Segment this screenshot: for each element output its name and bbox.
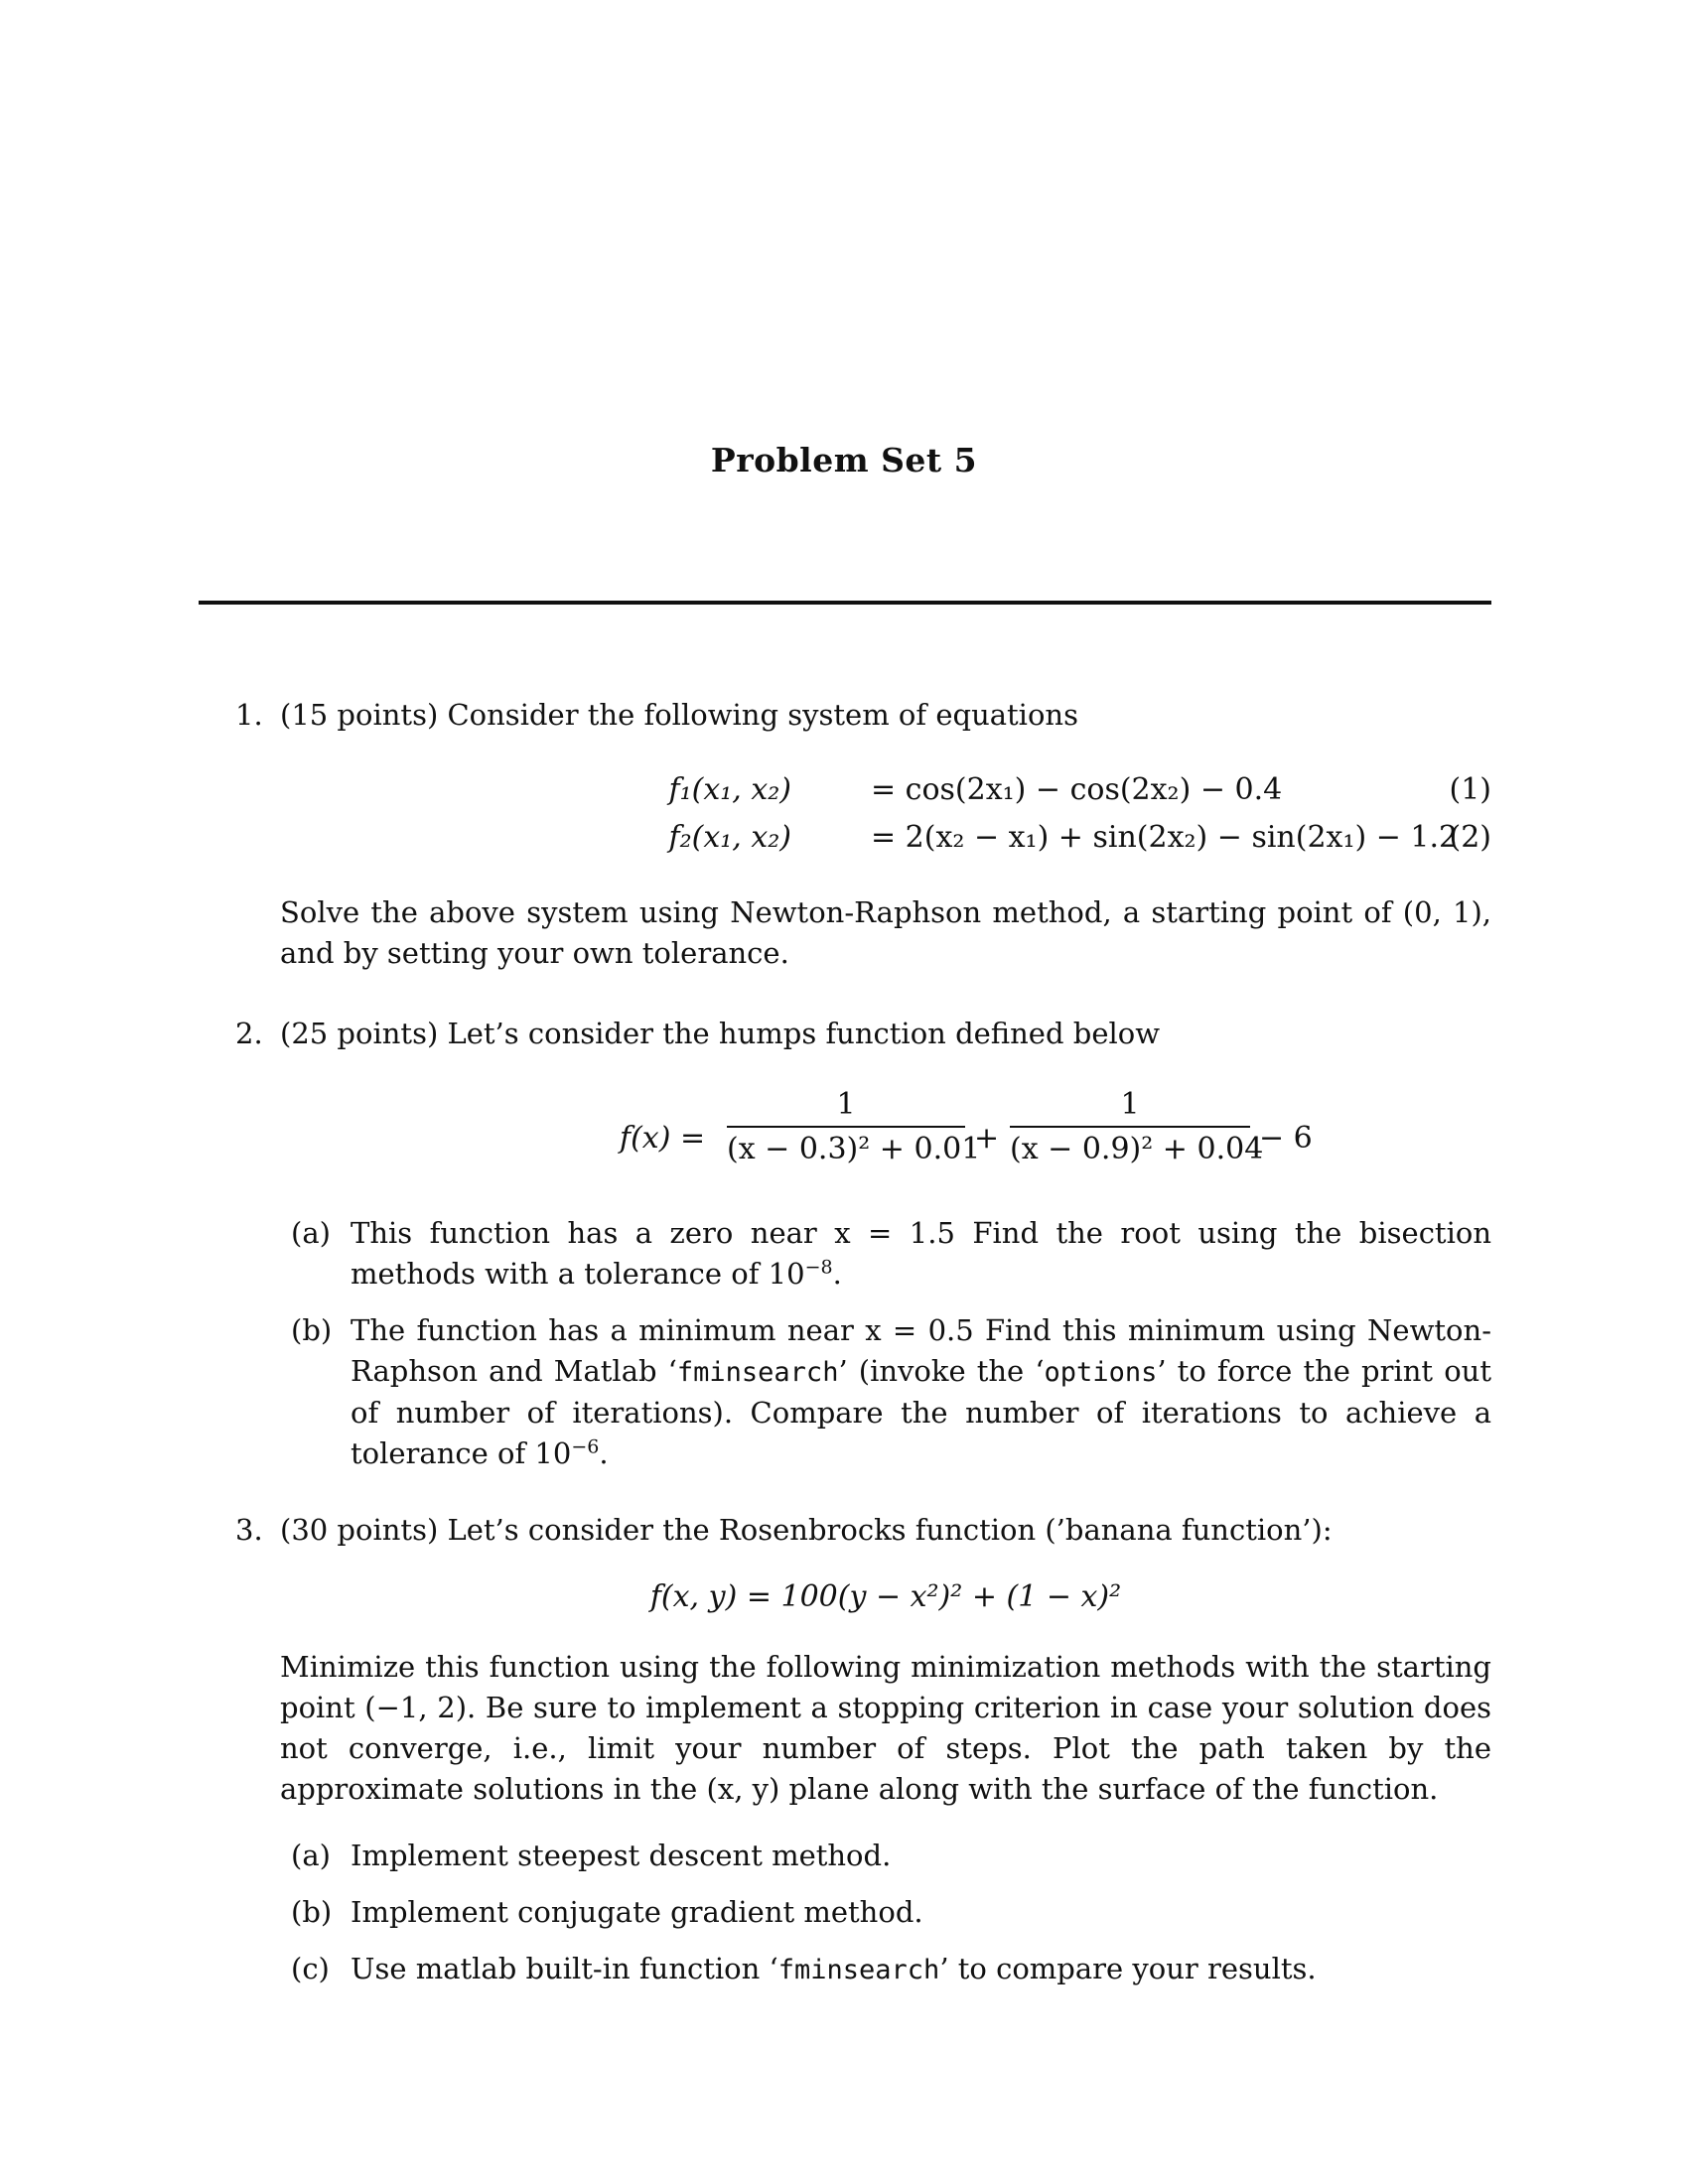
fraction-1 (727, 1084, 981, 1171)
fraction-numerator: 1 (836, 1087, 856, 1122)
problem-lead (280, 1510, 1491, 1551)
code-fminsearch: fminsearch (676, 1357, 839, 1388)
equation-array (280, 763, 1491, 863)
problem-lead (280, 1014, 1491, 1054)
fraction-2 (1010, 1084, 1264, 1171)
code-options: options (1044, 1357, 1158, 1388)
subitem-label: (c) (291, 1952, 330, 1985)
subitem-list (280, 1213, 1491, 1474)
formula-tail: − 6 (1259, 1121, 1313, 1156)
subitem-text: . (599, 1436, 609, 1470)
subitem-b (280, 1892, 1491, 1933)
equation-number: (1) (1449, 772, 1491, 807)
problem-body: Minimize this function using the following minimization methods with the starting point (−1, 2). Be sure to implement a stopping criterion in case your solution does not converge, i.e., limit your number of steps. Plot the path taken by the approximate solutions in the (x, y) plane along with the surface of the function. (280, 1650, 1491, 1806)
subitem-text: ’ to force the print out of number of iterations). Compare the number of iterations to achieve a tolerance of 10 (351, 1354, 1491, 1470)
problem-list (199, 695, 1491, 2006)
problem-1 (199, 695, 1491, 974)
problem-points: (15 points) (280, 698, 439, 732)
problem-lead-text: Let’s consider the Rosenbrocks function (’banana function’): (447, 1513, 1333, 1547)
fraction-denominator: (x − 0.9)² + 0.04 (1010, 1132, 1264, 1166)
subitem-a (280, 1836, 1491, 1876)
problem-points: (25 points) (280, 1017, 439, 1050)
subitem-label: (b) (291, 1313, 333, 1347)
equation-lhs: f₂(x₁, x₂) (668, 820, 791, 855)
subitem-text: Implement steepest descent method. (351, 1839, 892, 1872)
rosenbrock-formula: f(x, y) = 100(y − x²)² + (1 − x)² (649, 1579, 1122, 1614)
problem-3 (199, 1510, 1491, 1990)
exponent: −8 (804, 1256, 833, 1279)
subitem-label: (b) (291, 1895, 333, 1929)
equation-row (280, 769, 1491, 817)
subitem-text: ’ (invoke the ‘ (838, 1354, 1045, 1388)
equation-number: (2) (1449, 820, 1491, 855)
equation-row (280, 817, 1491, 865)
problem-lead-text: Let’s consider the humps function defined below (447, 1017, 1161, 1050)
formula-plus: + (974, 1121, 1000, 1156)
subitem-text: . (832, 1257, 842, 1291)
subitem-label: (a) (291, 1216, 331, 1250)
subitem-b (280, 1310, 1491, 1474)
subitem-text: ’ to compare your results. (939, 1952, 1317, 1985)
fraction-denominator: (x − 0.3)² + 0.01 (727, 1132, 981, 1166)
problem-body: Solve the above system using Newton-Raphson method, a starting point of (0, 1), and by setting your own tolerance. (280, 895, 1491, 970)
subitem-text: Use matlab built-in function ‘ (351, 1952, 778, 1985)
exponent: −6 (571, 1435, 600, 1458)
subitem-text: Implement conjugate gradient method. (351, 1895, 923, 1929)
subitem-a (280, 1213, 1491, 1295)
subitem-c (280, 1949, 1491, 1990)
title-rule (199, 601, 1491, 605)
problem-number: 3. (235, 1513, 263, 1547)
page-title: Problem Set 5 (710, 441, 978, 479)
subitem-text: The function has a minimum near x = 0.5 Find this minimum using Newton-Raphson and Matlab ‘ (351, 1313, 1491, 1388)
problem-lead-text: Consider the following system of equations (447, 698, 1078, 732)
equation-rhs: = cos(2x₁) − cos(2x₂) − 0.4 (871, 772, 1283, 807)
code-fminsearch: fminsearch (777, 1955, 940, 1985)
equation-lhs: f₁(x₁, x₂) (668, 772, 791, 807)
formula-lhs: f(x) = (620, 1121, 706, 1156)
fraction-numerator: 1 (1120, 1087, 1140, 1122)
problem-number: 1. (235, 698, 263, 732)
subitem-label: (a) (291, 1839, 331, 1872)
subitem-list (280, 1836, 1491, 1990)
problem-2 (199, 1014, 1491, 1474)
problem-lead (280, 695, 1491, 736)
equation-rhs: = 2(x₂ − x₁) + sin(2x₂) − sin(2x₁) − 1.2 (871, 820, 1459, 855)
problem-points: (30 points) (280, 1513, 439, 1547)
subitem-text: This function has a zero near x = 1.5 Find the root using the bisection methods with a tolerance of 10 (351, 1216, 1491, 1291)
problem-number: 2. (235, 1017, 263, 1050)
humps-formula (280, 1084, 1491, 1193)
